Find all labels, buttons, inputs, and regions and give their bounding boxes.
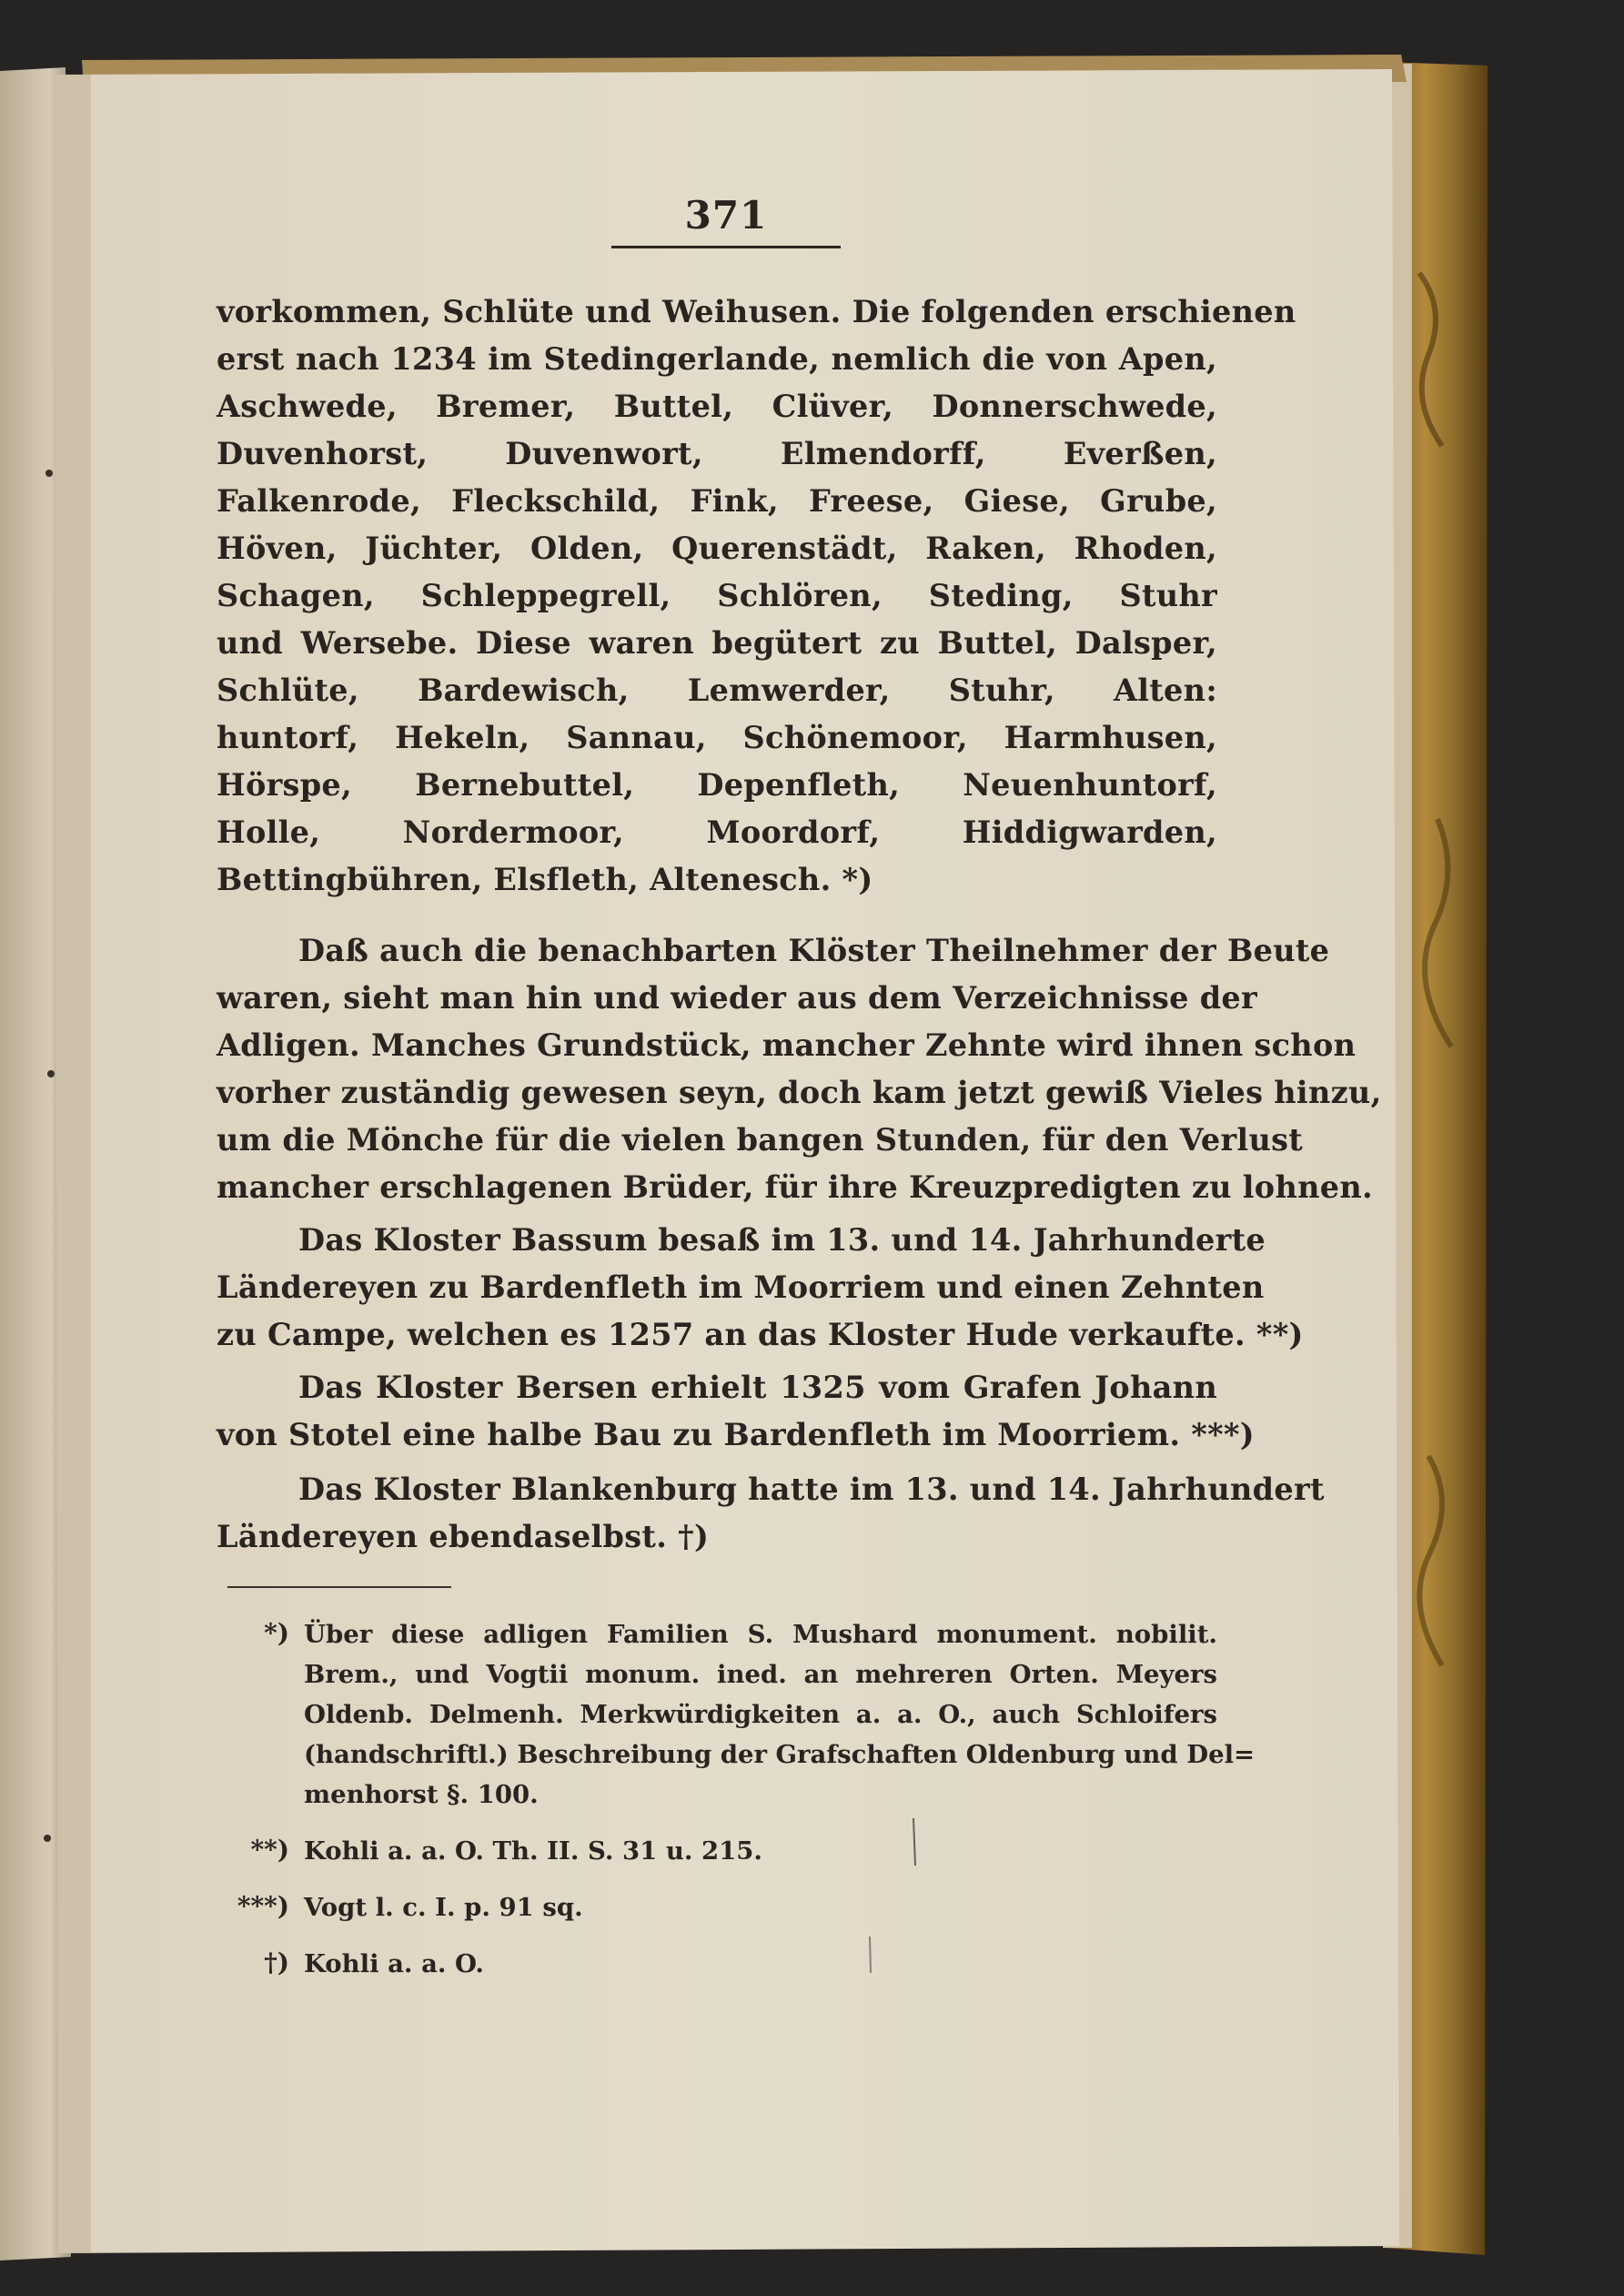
text-line: Daß auch die benachbarten Klöster Theilnehmer der Beute [298,933,1330,968]
text-line: Adligen. Manches Grundstück, mancher Zehnte wird ihnen schon [217,1027,1357,1063]
text-line: Schlüte, Bardewisch, Lemwerder, Stuhr, Alten: [217,673,1217,708]
footnote-line: Vogt l. c. I. p. 91 sq. [304,1893,583,1922]
footnote-mark: *) [264,1618,289,1648]
footnote-line: menhorst §. 100. [304,1780,539,1809]
text-line: Aschwede, Bremer, Buttel, Clüver, Donnerschwede, [217,389,1217,424]
footnote-mark: †) [264,1947,289,1977]
text-line: mancher erschlagenen Brüder, für ihre Kreuzpredigten zu lohnen. [217,1169,1373,1205]
text-line: waren, sieht man hin und wieder aus dem Verzeichnisse der [217,980,1257,1016]
text-line: und Wersebe. Diese waren begütert zu Buttel, Dalsper, [217,625,1217,661]
text-line: Falkenrode, Fleckschild, Fink, Freese, Giese, Grube, [217,483,1217,519]
header-rule [611,246,841,248]
text-line: zu Campe, welchen es 1257 an das Kloster Hude verkaufte. **) [217,1317,1304,1352]
footnote-line: Brem., und Vogtii monum. ined. an mehreren Orten. Meyers [304,1660,1217,1689]
text-line: Duvenhorst, Duvenwort, Elmendorff, Everßen, [217,436,1217,471]
text-line: Ländereyen ebendaselbst. †) [217,1519,710,1554]
text-line: Das Kloster Bersen erhielt 1325 vom Grafen Johann [298,1370,1217,1405]
text-line: vorher zuständig gewesen seyn, doch kam jetzt gewiß Vieles hinzu, [217,1075,1382,1110]
text-line: von Stotel eine halbe Bau zu Bardenfleth im Moorriem. ***) [217,1417,1255,1452]
footnote-line: Kohli a. a. O. [304,1949,484,1978]
footnote-line: (handschriftl.) Beschreibung der Grafschaften Oldenburg und Del= [304,1740,1256,1769]
page-number: 371 [684,193,768,238]
text-line: Holle, Nordermoor, Moordorf, Hiddigwarden, [217,814,1217,850]
text-line: Höven, Jüchter, Olden, Querenstädt, Raken, Rhoden, [217,531,1217,566]
footnote-line: Kohli a. a. O. Th. II. S. 31 u. 215. [304,1836,762,1866]
text-line: Das Kloster Bassum besaß im 13. und 14. Jahrhunderte [298,1222,1266,1258]
footnote-mark: **) [250,1835,289,1865]
text-line: huntorf, Hekeln, Sannau, Schönemoor, Harmhusen, [217,720,1217,755]
text-line: Bettingbühren, Elsfleth, Altenesch. *) [217,862,873,897]
footnote-mark: ***) [237,1891,289,1921]
text-line: vorkommen, Schlüte und Weihusen. Die folgenden erschienen [217,294,1296,329]
footnote-rule [227,1586,451,1588]
text-line: um die Mönche für die vielen bangen Stunden, für den Verlust [217,1122,1304,1158]
footnote-line: Über diese adligen Familien S. Mushard monument. nobilit. [304,1620,1217,1649]
text-line: Schagen, Schleppegrell, Schlören, Steding, Stuhr [217,578,1217,613]
text-line: Hörspe, Bernebuttel, Depenfleth, Neuenhuntorf, [217,767,1217,803]
footnote-line: Oldenb. Delmenh. Merkwürdigkeiten a. a. O., auch Schloifers [304,1700,1217,1729]
text-line: Ländereyen zu Bardenfleth im Moorriem und einen Zehnten [217,1269,1265,1305]
text-line: Das Kloster Blankenburg hatte im 13. und 14. Jahrhundert [298,1472,1325,1507]
text-line: erst nach 1234 im Stedingerlande, nemlich die von Apen, [217,341,1217,377]
